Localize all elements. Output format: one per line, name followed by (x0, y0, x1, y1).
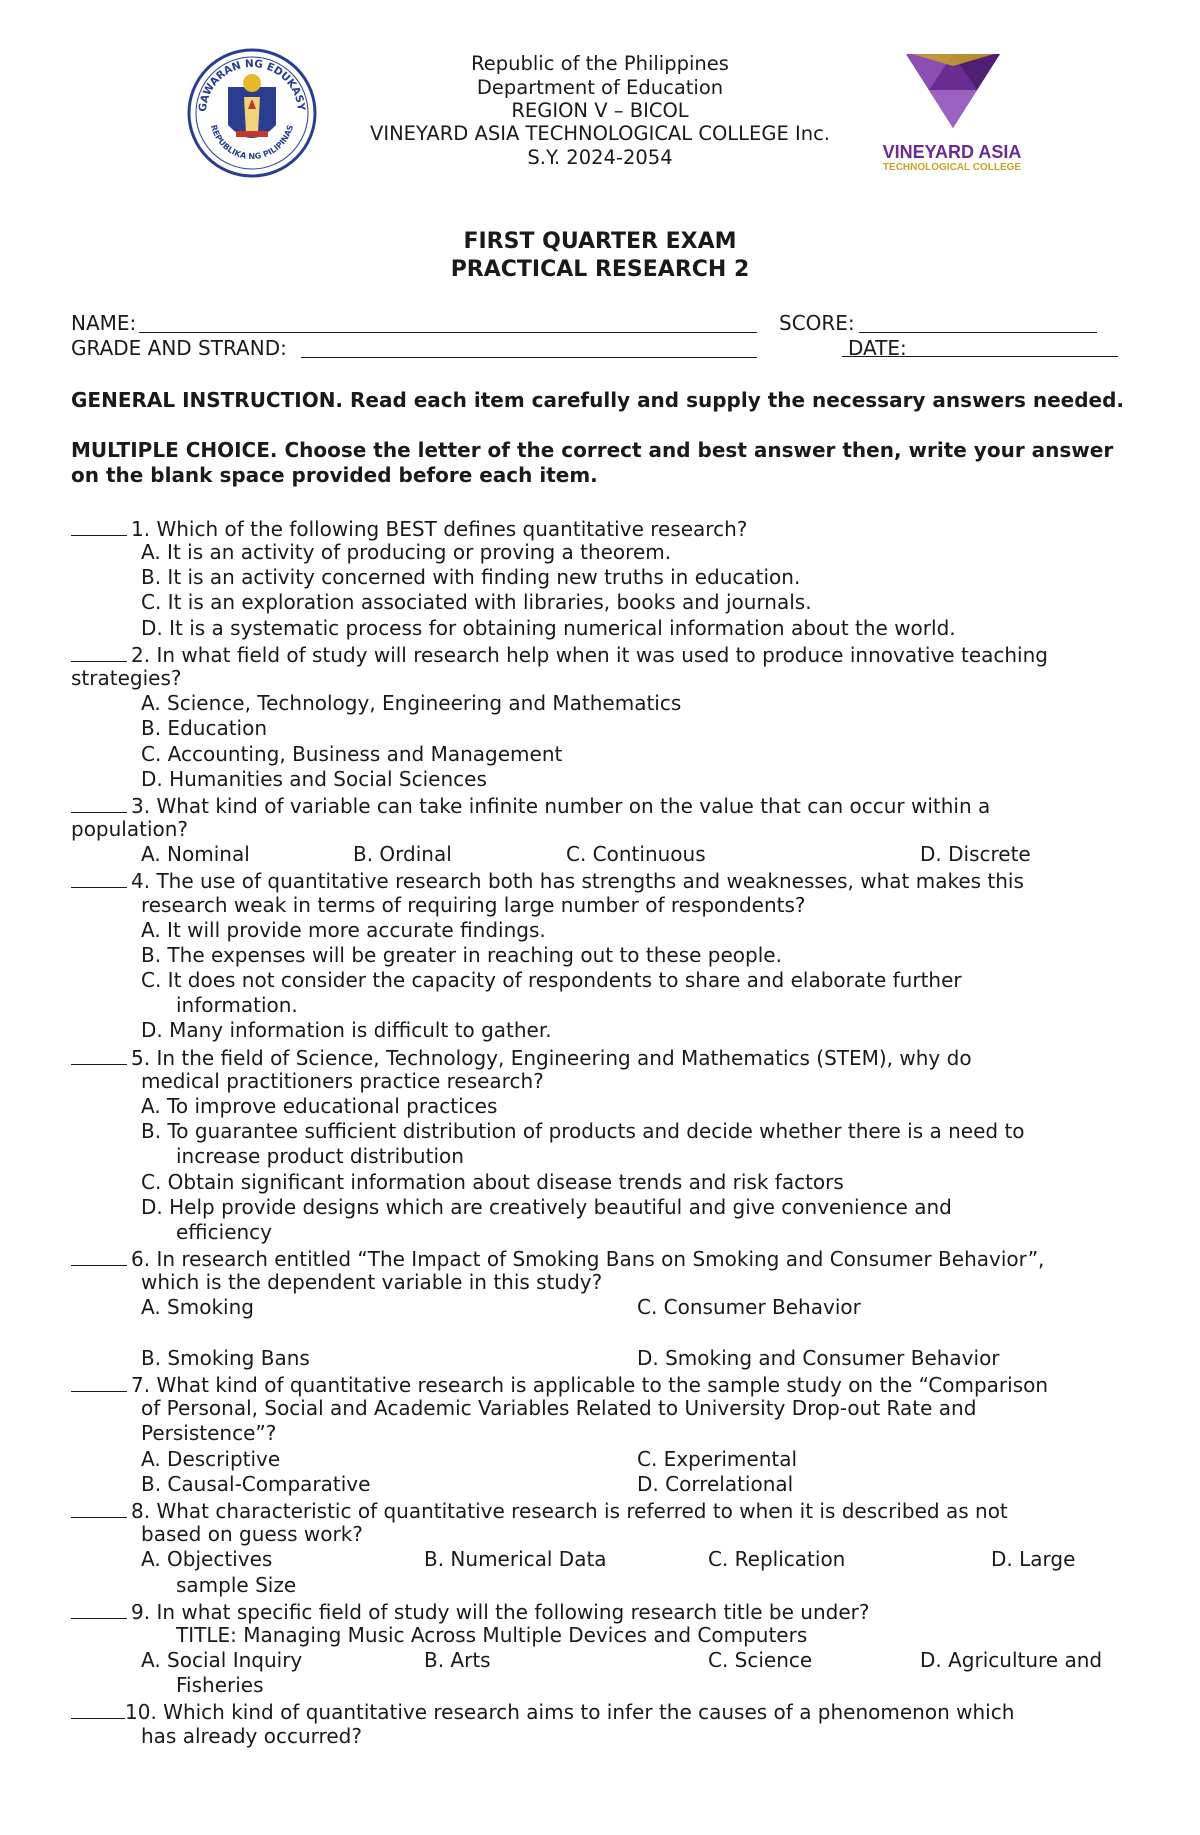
question-6: 6. In research entitled “The Impact of Smoking Bans on Smoking and Consumer Behavior”, (71, 1245, 1044, 1272)
choice: C. Continuous (566, 842, 706, 866)
question-text: TITLE: Managing Music Across Multiple Devices and Computers (176, 1623, 808, 1647)
question-text: Persistence”? (141, 1421, 277, 1445)
choice: A. Objectives (141, 1547, 273, 1571)
question-text: based on guess work? (141, 1522, 363, 1546)
choice: D. Agriculture and (920, 1648, 1103, 1672)
grade-strand-label: GRADE AND STRAND: (71, 336, 287, 360)
question-9: 9. In what specific field of study will the following research title be under? (71, 1598, 869, 1625)
choice-continued: increase product distribution (176, 1144, 464, 1168)
choice: D. Smoking and Consumer Behavior (637, 1346, 1000, 1370)
logo-name: VINEYARD ASIA (882, 142, 1022, 162)
date-field[interactable] (842, 356, 1118, 357)
question-text: of Personal, Social and Academic Variables Related to University Drop-out Rate and (141, 1396, 977, 1420)
choice-continued: efficiency (176, 1220, 273, 1244)
exam-subject: PRACTICAL RESEARCH 2 (450, 257, 750, 282)
answer-blank-6[interactable] (71, 1245, 127, 1266)
choice: D. Humanities and Social Sciences (141, 767, 487, 791)
exam-title: FIRST QUARTER EXAM (463, 229, 737, 254)
header-republic: Republic of the Philippines (471, 52, 729, 75)
choice: A. It will provide more accurate findings. (141, 918, 546, 942)
answer-blank-4[interactable] (71, 867, 127, 888)
choice: B. The expenses will be greater in reaching out to these people. (141, 943, 782, 967)
answer-blank-1[interactable] (71, 515, 127, 536)
question-text: has already occurred? (141, 1724, 362, 1748)
question-5: 5. In the field of Science, Technology, Engineering and Mathematics (STEM), why do (71, 1044, 972, 1071)
answer-blank-8[interactable] (71, 1497, 127, 1518)
header-region: REGION V – BICOL (511, 99, 689, 122)
choice: C. Obtain significant information about disease trends and risk factors (141, 1170, 844, 1194)
choice: A. It is an activity of producing or proving a theorem. (141, 540, 672, 564)
choice: C. Science (708, 1648, 813, 1672)
vineyard-logo (872, 50, 1032, 175)
answer-blank-3[interactable] (71, 792, 127, 813)
question-3: 3. What kind of variable can take infinite number on the value that can occur within a (71, 792, 990, 819)
name-field[interactable] (139, 332, 757, 333)
score-field[interactable] (859, 332, 1097, 333)
multiple-choice-instruction: MULTIPLE CHOICE. Choose the letter of the correct and best answer then, write your answer on the blank space provided before each item. (71, 438, 1114, 487)
name-label: NAME: (71, 311, 137, 335)
header-school: VINEYARD ASIA TECHNOLOGICAL COLLEGE Inc. (369, 122, 831, 145)
choice: C. Accounting, Business and Management (141, 742, 563, 766)
question-1: 1. Which of the following BEST defines quantitative research? (71, 515, 747, 542)
choice: A. Descriptive (141, 1447, 281, 1471)
question-text: which is the dependent variable in this study? (141, 1270, 603, 1294)
answer-blank-9[interactable] (71, 1598, 127, 1619)
header-school-year: S.Y. 2024-2054 (527, 146, 673, 169)
choice: A. Social Inquiry (141, 1648, 303, 1672)
question-7: 7. What kind of quantitative research is applicable to the sample study on the “Comparison (71, 1371, 1048, 1398)
choice: D. It is a systematic process for obtaining numerical information about the world. (141, 616, 956, 640)
choice: B. Causal-Comparative (141, 1472, 371, 1496)
choice-continued: information. (176, 993, 298, 1017)
answer-blank-7[interactable] (71, 1371, 127, 1392)
answer-blank-10[interactable] (71, 1698, 125, 1719)
choice: B. Education (141, 716, 268, 740)
choice: A. Science, Technology, Engineering and Mathematics (141, 691, 682, 715)
choice: B. It is an activity concerned with finding new truths in education. (141, 565, 801, 589)
date-label: DATE: (848, 336, 907, 360)
choice: A. To improve educational practices (141, 1094, 498, 1118)
answer-blank-5[interactable] (71, 1044, 127, 1065)
choice: A. Nominal (141, 842, 250, 866)
choice: D. Discrete (920, 842, 1031, 866)
choice: D. Correlational (637, 1472, 794, 1496)
header-department: Department of Education (476, 76, 724, 99)
grade-strand-field[interactable] (301, 357, 757, 358)
choice: C. Experimental (637, 1447, 798, 1471)
seal-text-top: GAWARAN NG EDUKASY (196, 57, 308, 113)
logo-sub: TECHNOLOGICAL COLLEGE (882, 162, 1022, 173)
choice: C. Replication (708, 1547, 846, 1571)
score-label: SCORE: (779, 311, 855, 335)
question-4: 4. The use of quantitative research both has strengths and weaknesses, what makes this (71, 867, 1024, 894)
choice-continued: sample Size (176, 1573, 297, 1597)
choice: C. Consumer Behavior (637, 1295, 861, 1319)
question-text: medical practitioners practice research? (141, 1069, 544, 1093)
choice: D. Many information is difficult to gather. (141, 1018, 552, 1042)
question-text: strategies? (71, 666, 182, 690)
question-text: research weak in terms of requiring large number of respondents? (141, 893, 806, 917)
answer-blank-2[interactable] (71, 641, 127, 662)
question-2: 2. In what field of study will research help when it was used to produce innovative teaching (71, 641, 1048, 668)
choice: B. Ordinal (353, 842, 452, 866)
choice: C. It is an exploration associated with libraries, books and journals. (141, 590, 812, 614)
choice: B. Numerical Data (424, 1547, 607, 1571)
choice: B. To guarantee sufficient distribution of products and decide whether there is a need to (141, 1119, 1025, 1143)
choice: A. Smoking (141, 1295, 254, 1319)
choice: D. Large (991, 1547, 1076, 1571)
question-10: 10. Which kind of quantitative research aims to infer the causes of a phenomenon which (71, 1698, 1014, 1725)
general-instruction: GENERAL INSTRUCTION. Read each item carefully and supply the necessary answers needed. (71, 388, 1124, 412)
choice: B. Smoking Bans (141, 1346, 310, 1370)
choice: D. Help provide designs which are creatively beautiful and give convenience and (141, 1195, 952, 1219)
question-text: population? (71, 817, 189, 841)
choice-continued: Fisheries (176, 1673, 264, 1697)
question-8: 8. What characteristic of quantitative research is referred to when it is described as not (71, 1497, 1008, 1524)
choice: B. Arts (424, 1648, 491, 1672)
seal-text-bottom: REPUBLIKA NG PILIPINAS (208, 123, 296, 162)
choice: C. It does not consider the capacity of respondents to share and elaborate further (141, 968, 962, 992)
